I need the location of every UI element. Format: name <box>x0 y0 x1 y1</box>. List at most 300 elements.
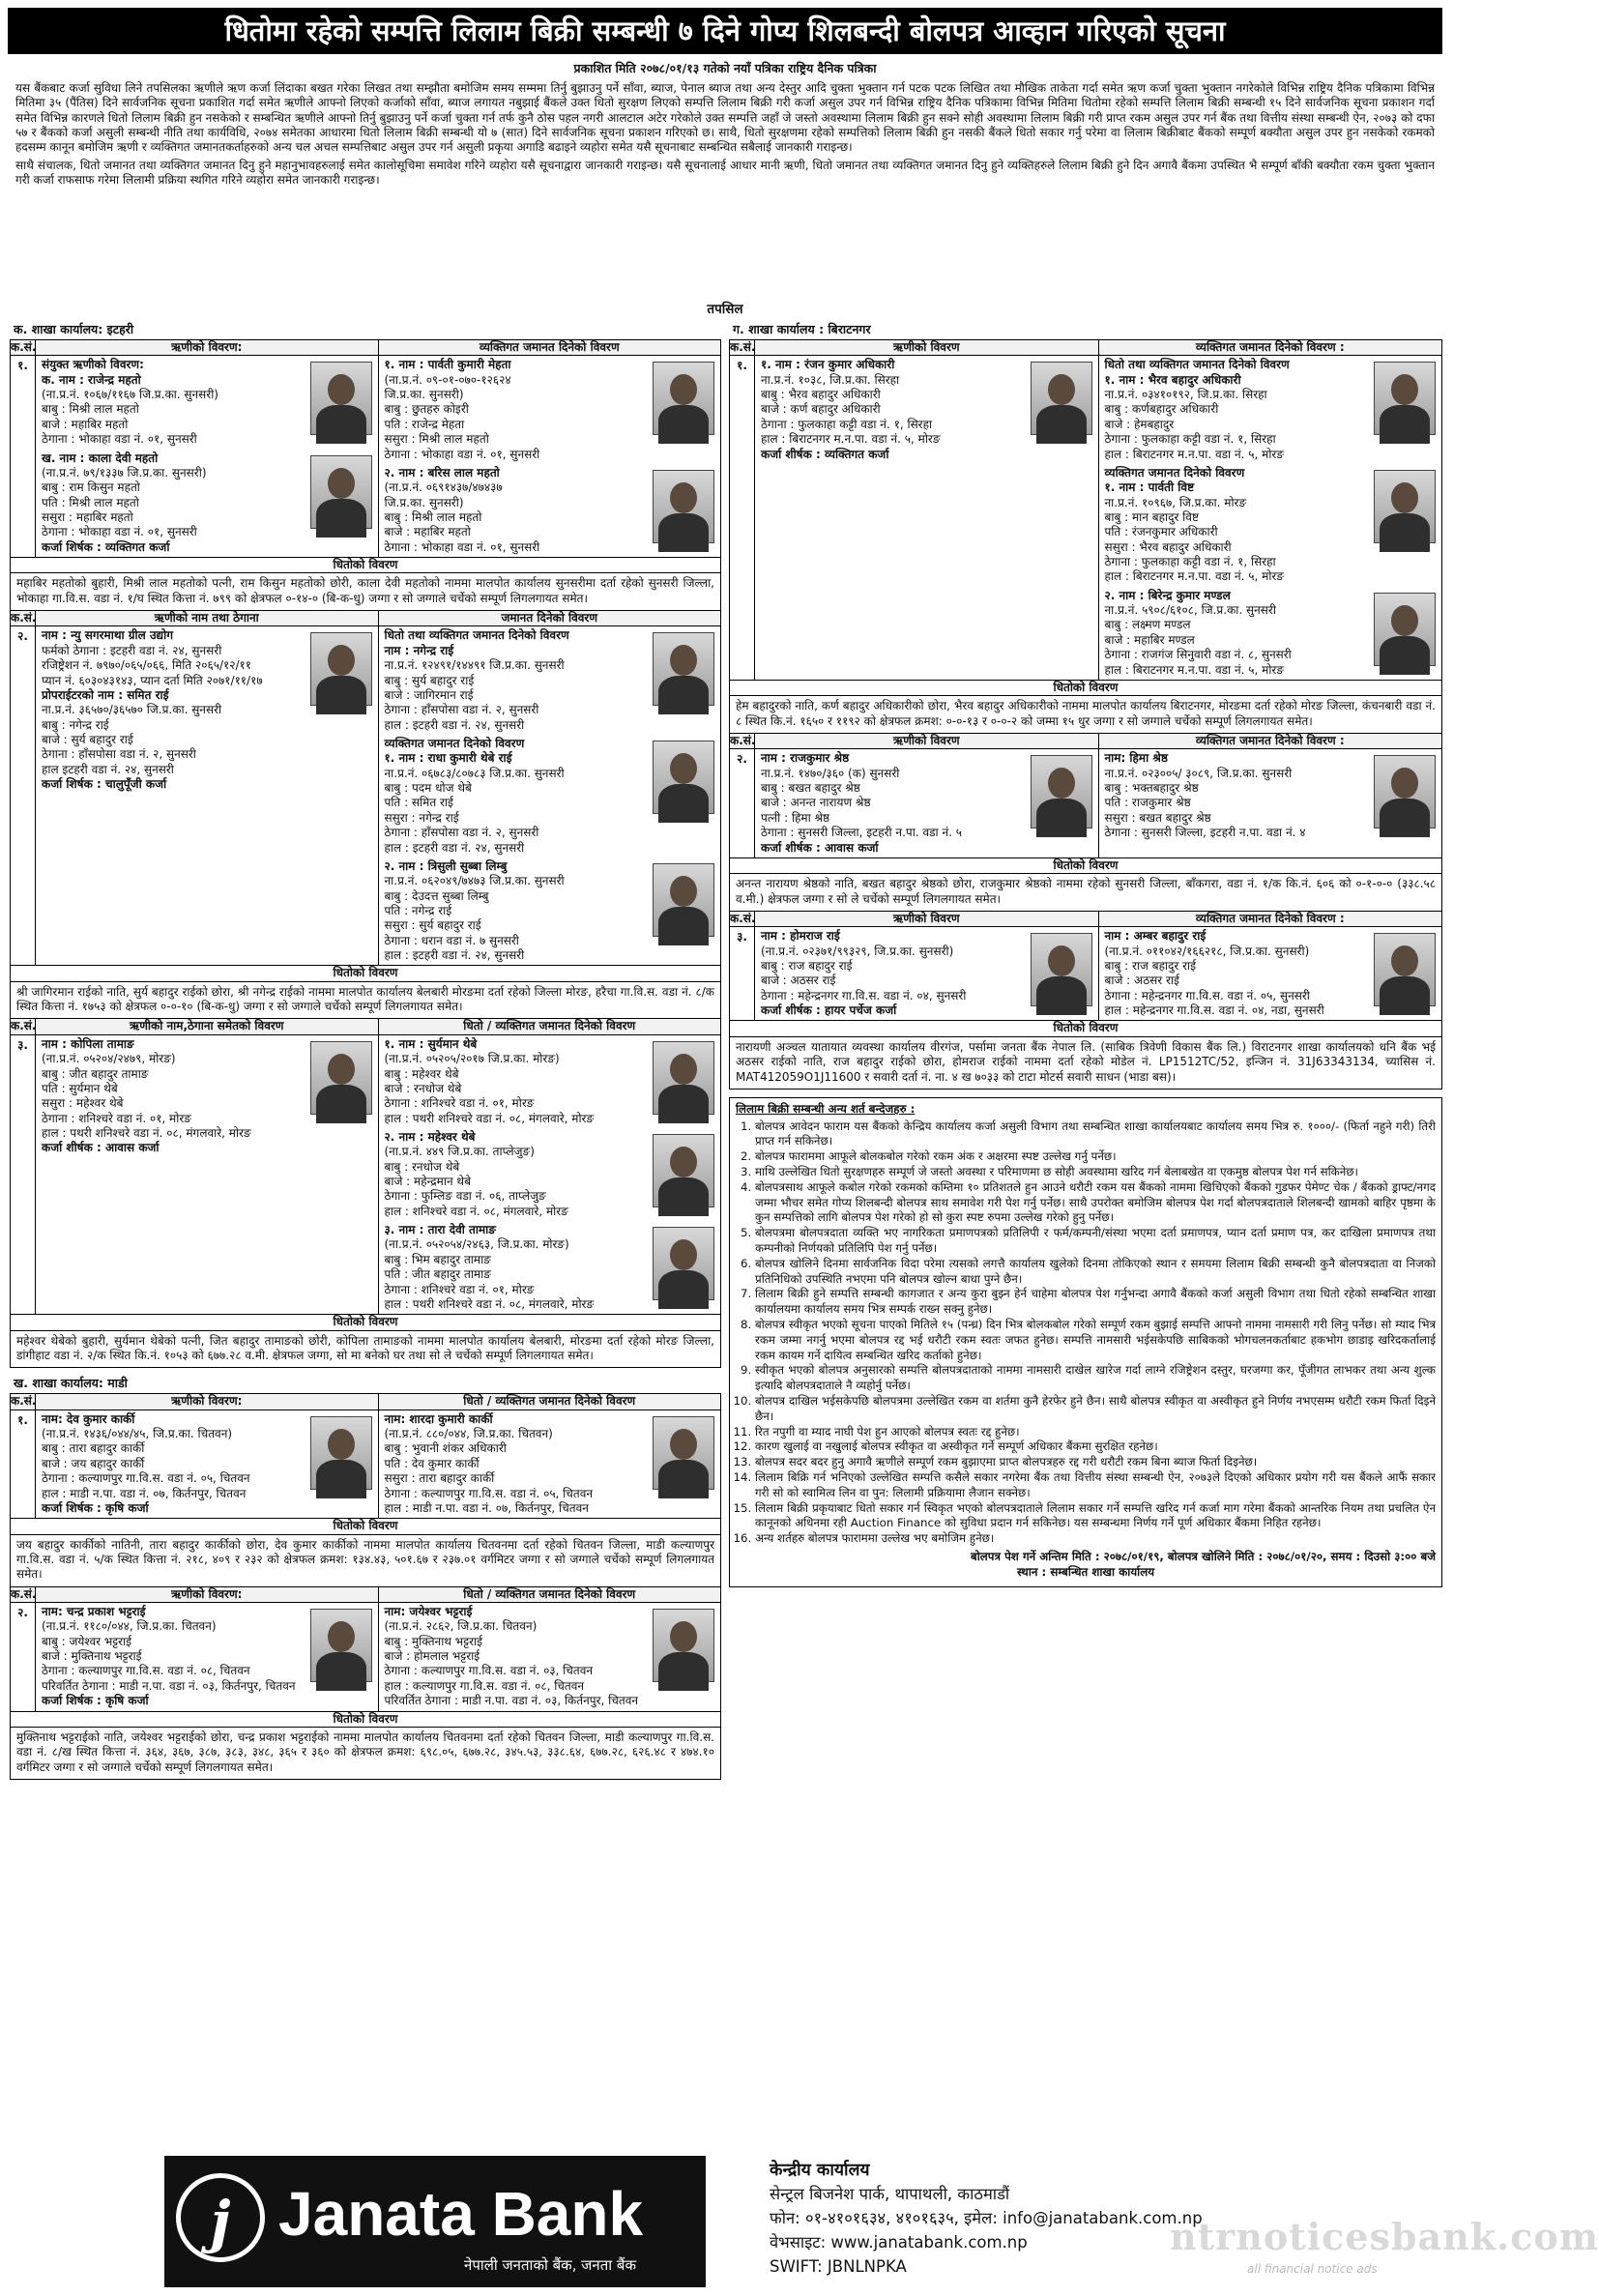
guarantor-line: १. नाम : राधा कुमारी थेबे राई <box>384 751 512 766</box>
record-header <box>730 340 1441 356</box>
borrower <box>755 749 1098 857</box>
photo-body <box>658 784 709 823</box>
borrower-line: ठेगाना : कल्याणपुर गा.वि.स. वडा नं. ०५, चितवन <box>42 1471 250 1486</box>
borrower-header: ऋणीको विवरण: <box>36 340 379 355</box>
borrower-line: नाम : होमराज राई <box>761 929 840 944</box>
borrower-header: ऋणीको नाम,ठेगाना समेतको विवरण <box>36 1019 379 1033</box>
record-body <box>11 356 720 557</box>
borrower-line: ना.प्र.नं. १०३८, जि.प्र.का. सिरहा <box>761 372 900 387</box>
serial-number: २. <box>11 1603 36 1711</box>
borrower-header: ऋणीको विवरण <box>755 734 1099 748</box>
borrower-line: ठेगाना : शनिश्चरे वडा नं. ०१, मोरङ <box>42 1111 191 1125</box>
collateral-heading: धितोको विवरण <box>730 1020 1441 1036</box>
borrower <box>36 1035 378 1158</box>
terms-list <box>736 1119 1436 1547</box>
serial-number: २. <box>730 749 755 857</box>
terms-item: 3. माथि उल्लेखित धितो सुरक्षणहरु सम्पूर्ण जे जस्तो अवस्था र परिमाणमा छ सोही अवस्थामा खरिद गर्न बेलाबखेत वा एकमुष्ठ बोलपत्र पेश गर्न सकिनेछ। <box>755 1165 1436 1180</box>
publication-date: प्रकाशित मिति २०७८/०१/१३ गतेको नयाँ पत्रिका राष्ट्रिय दैनिक पत्रिका <box>573 61 877 75</box>
guarantor-line: बाबु : सुर्य बहादुर राई <box>384 673 475 687</box>
borrower-line: पति : सुर्यमान थेबे <box>42 1081 118 1095</box>
borrower-line: बाजे : महाबिर महतो <box>42 417 129 431</box>
borrower-details <box>755 356 1099 680</box>
guarantor-line: २. नाम : बरिस लाल महतो <box>384 465 500 480</box>
guarantor-line: धितो तथा व्यक्तिगत जमानत दिनेको विवरण <box>384 628 569 643</box>
guarantor-line: ठेगाना : भोकाहा वडा नं. ०१, सुनसरी <box>384 447 540 461</box>
person-photo <box>653 1609 714 1682</box>
guarantor-line: ३. नाम : तारा देवी तामाङ <box>384 1223 496 1237</box>
borrower-line: (ना.प्र.नं. १४३६/०४४/४५, जि.प्र.का. चितवन) <box>42 1427 233 1441</box>
guarantor-line: हाल : कल्याणपुर गा.वि.स. वडा नं. ०८, चितवन <box>384 1678 585 1693</box>
guarantor-line: बाबु : छुतहरु कोइरी <box>384 402 469 417</box>
intro-paragraph-1: यस बैंकबाट कर्जा सुविधा लिने तपसिलका ऋणीले ऋण कर्जा लिंदाका बखत गरेका लिखत तथा सम्झौता बमोजिम समय सम्ममा तिर्नु बुझाउनु पर्ने साँवा, ब्याज, पेनाल ब्याज तथा अन्य देस्तुर आदि चुक्ता भुक्तान गर्न पटक पटक लिखित तथा मौखिक ताकेता गर्दा समेत ऋण कर्जा चुक्ता भुक्तान नगरेकोले विभिन्न राष्ट्रिय दैनिक पत्रिकामा विभिन्न मितिमा ३५ (पैंतिस) दिने सार्वजनिक सूचना प्रकाशित गर्दा समेत ऋणीले आफ्नो लिएको कर्जाको साँवा, ब्याज लगायत नबुझाई बैंकले उक्त धितो सुरक्षण लिएको सम्पत्ति लिलाम बिक्री गरी कर्जा असुल उपर गर्न विभिन्न राष्ट्रिय दैनिक पत्रिकामा विभिन्न मितिमा धितोमा रहेको सम्पत्ति लिलाम बिक्री सम्बन्धी १५ दिने सार्वजनिक सूचना प्रकाशन गर्दा समेत विभिन्न कारणले धितो लिलाम बिक्री हुन नसकेको र सम्बन्धित ऋणीले आफ्नो तिर्नु बुझाउनु पर्ने कर्जा चुक्ता गर्न तर्फ कुनै ठोस पहल नगरी आलटाल अटेर गरेकोले उक्त सम्पत्ति जहाँ जे जस्तो अवस्थामा लिलाम बिक्री हुन सक्ने सोही अवस्थामा लिलाम बिक्री गरी प्राप्त रकम असुल उपर गर्न बैंक तथा वित्तीय संस्था सम्बन्धी ऐन, २०७३ को दफा ५७ र बैंकको कर्जा असुली सम्बन्धी नीति तथा कार्यविधि, २०७४ समेतका आधारमा धितो लिलाम बिक्री सम्बन्धी यो ७ (सात) दिने सार्वजनिक सूचना प्रकाशन गरिएको छ। साथै, धितो सुरक्षणमा रहेको सम्पत्तिको लिलाम बिक्री हुन नसकी बैंकले धितो सकार गर्नु परेमा वा लिलाम बिक्रीबाट बैंकको सम्पूर्ण बक्यौता असुल उपर हुन नसकेको रकमको हदसम्म कानून बमोजिम ऋणी र व्यक्तिगत जमानतकर्ताहरुको अन्य चल अचल सम्पत्तिबाट असुल उपर गर्न असुली प्रकृया अगाडि बढाइने व्यहोरा समेत यसै सूचनाबाट सम्बन्धित सबैलाई जानकारी गराइन्छ। <box>15 81 1435 155</box>
terms-item: 16. अन्य शर्तहरु बोलपत्र फाराममा उल्लेख भए बमोजिम हुनेछ। <box>755 1531 1436 1547</box>
record-header <box>11 611 720 626</box>
borrower-record <box>10 611 721 1019</box>
record-body <box>730 927 1441 1020</box>
photo-head <box>328 468 355 499</box>
person-photo <box>653 362 714 435</box>
guarantor-line: बाजे : महाबिर महतो <box>384 525 471 539</box>
guarantor <box>379 1035 721 1128</box>
guarantor-line: धितो तथा व्यक्तिगत जमानत दिनेको विवरण <box>1104 358 1290 372</box>
guarantor-line: १. नाम : पार्वती कुमारी मेहता <box>384 358 511 372</box>
borrower-line: प्रोपराईटरको नाम : समित राई <box>42 687 169 702</box>
guarantor-line: नाम: शारदा कुमारी कार्की <box>384 1411 493 1426</box>
borrower-line: हाल : पथरी शनिश्चरे वडा नं. ०८, मंगलवारे, मोरङ <box>42 1125 251 1140</box>
photo-head <box>670 1429 697 1460</box>
guarantor <box>379 857 721 966</box>
guarantor <box>1099 464 1442 587</box>
photo-body <box>1036 976 1087 1015</box>
guarantor-line: (ना.प्र.नं. ४४९ जि.प्र.का. ताप्लेजुङ) <box>384 1145 535 1159</box>
collateral-description: श्री जागिरमान राईको नाति, सुर्य बहादुर राईको छोरा, श्री नगेन्द्र राईको नाममा मालपोत कार्यालय बेलबारी मोरङमा दर्ता रहेको जिल्ला मोरङ, हरैचा गा.वि.स. वडा नं. ८/क स्थित कित्ता नं. १७५३ को क्षेत्रफल ०-०-१० (बि-क-धु) जग्गा र सो जग्गाले चर्चेको सम्पूर्ण लिगलगायत समेत। <box>16 984 714 1014</box>
collateral-description: हेम बहादुरको नाति, कर्ण बहादुर अधिकारीको छोरा, भैरव बहादुर अधिकारीको नाममा मालपोत कार्यालय बिराटनगर, मोरङमा दर्ता रहेको मोरङ जिल्ला, कंचनबारी वडा नं. ८ स्थित कि.नं. १६५० र ११९२ को क्षेत्रफल क्रमश: ०-०-१३ र ०-०-२ को जम्मा १५ धुर जग्गा र सो जग्गाले चर्चेको सम्पूर्ण लिगलगायत समेत। <box>736 699 1436 728</box>
loan-type: कर्जा शिर्षक : चालुपूँजी कर्जा <box>42 777 167 792</box>
person-photo <box>1374 362 1436 435</box>
guarantor-line: बाबु : राज बहादुर राई <box>1104 959 1197 974</box>
guarantor <box>379 1410 721 1519</box>
record-header <box>11 340 720 356</box>
person-photo <box>653 1041 714 1115</box>
terms-heading: लिलाम बिक्री सम्बन्धी अन्य शर्त बन्देजहरु : <box>736 1101 916 1116</box>
photo-body <box>316 676 366 714</box>
collateral-heading: धितोको विवरण <box>730 680 1441 696</box>
guarantor-line: ठेगाना : सुनसरी जिल्ला, इटहरी न.पा. वडा नं. ४ <box>1104 826 1306 840</box>
photo-body <box>1036 799 1087 837</box>
loan-type: कर्जा शीर्षक : आवास कर्जा <box>42 1141 160 1155</box>
photo-head <box>670 645 697 676</box>
watermark-sub: all financial notice ads <box>1247 2262 1378 2276</box>
person-photo <box>653 632 714 706</box>
guarantor-line: हाल : पथरी शनिश्चरे वडा नं. ०८, मंगलवारे, मोरङ <box>384 1296 595 1311</box>
contact-website: वेभसाइट: www.janatabank.com.np <box>770 2232 1028 2252</box>
record-header <box>730 734 1441 749</box>
photo-body <box>1380 636 1430 675</box>
terms-item: 5. बोलपत्रमा बोलपत्रदाता व्यक्ति भए नागरिकता प्रमाणपत्रको प्रतिलिपी र फर्म/कम्पनी/संस्था भएमा दर्ता प्रमाणपत्र, प्यान दर्ता प्रमाण पत्र, कर दाखिला प्रमाणपत्र तथा कम्पनीको निर्णयको प्रतिलिपि पेश गर्नु पर्नेछ। <box>755 1226 1436 1257</box>
borrower-details <box>755 927 1099 1020</box>
guarantor-line: २. नाम : बिरेन्द्र कुमार मण्डल <box>1104 588 1231 602</box>
serial-header: क.सं. <box>11 1586 37 1601</box>
guarantor-line: ससुरा : नगेन्द्र राई <box>384 810 459 825</box>
guarantor-line: ठेगाना : भोकाहा वडा नं. ०१, सुनसरी <box>384 539 540 554</box>
terms-item: 14. लिलाम बिक्रि गर्न भनिएको उल्लेखित सम्पत्ति कसैले सकार नगरेमा बैंक तथा वित्तीय संस्था सम्बन्धी ऐन, २०७३ले दिएको अधिकार प्रयोग गरी यस बैंकले आफैं सकार गरी सो को स्वामित्व लिन वा पुन: लिलामी प्रक्रियामा लैजान सक्नेछ। <box>755 1470 1436 1501</box>
serial-header: क.सं. <box>730 911 756 925</box>
guarantor-line: नाम : नगेन्द्र राई <box>384 643 454 657</box>
guarantor <box>379 356 721 464</box>
guarantor-line: १. नाम : भैरव बहादुर अधिकारी <box>1104 372 1241 387</box>
guarantor-header: व्यक्तिगत जमानत दिनेको विवरण : <box>1195 340 1345 354</box>
record-header <box>11 1587 720 1603</box>
guarantor-details <box>379 1410 721 1519</box>
guarantor-line: (ना.प्र.नं. ८८०/०४४, जि.प्र.का. चितवन) <box>384 1427 553 1441</box>
borrower-line: परिवर्तित ठेगाना : माडी न.पा. वडा नं. ०३, किर्तनपुर, चितवन <box>42 1678 296 1693</box>
borrower-line: बाबु : जयेश्वर भट्टराई <box>42 1634 132 1648</box>
borrower-line: ठेगाना : सुनसरी जिल्ला, इटहरी न.पा. वडा नं. ५ <box>761 826 963 840</box>
borrower-line: बाबु : राज बहादुर राई <box>761 959 853 974</box>
borrower-line: बाजे : कर्ण बहादुर अधिकारी <box>761 402 881 417</box>
photo-head <box>670 1239 697 1270</box>
serial-number: २. <box>11 626 36 965</box>
guarantor-line: हाल : इटहरी वडा नं. २४, सुनसरी <box>384 840 525 855</box>
guarantor-header: जमानत दिनेको विवरण <box>501 611 598 625</box>
photo-head <box>670 1621 697 1652</box>
guarantor-line: हाल : इटहरी वडा नं. २४, सुनसरी <box>384 717 525 732</box>
loan-type: कर्जा शीर्षक : आवास कर्जा <box>761 840 879 855</box>
terms-item: 4. बोलपत्रसाथ आफूले कबोल गरेको रकमको कम्तिमा १० प्रतिशतले हुन आउने धरौटी रकम यस बैंकको नाममा खिचिएको बैंकको गुडफर पेमेण्ट चेक / बैंकको ड्राफ्ट/नगद जम्मा भौचर समेत गोप्य शिलबन्दी बोलपत्र साथ समावेश गरी पेश गर्नु पर्नेछ। साथै उपरोक्त बमोजिम बोलपत्र पेश गर्दा बोलपत्रदाताले शिलबन्दी खामको बाहिर पृष्ठमा के कुन सम्पत्तिको लागि बोलपत्र पेश गरेको हो सो कुरा स्पष्ट रुपमा उल्लेख गरेको हुनु पर्नेछ। <box>755 1180 1436 1226</box>
terms-item: 9. स्वीकृत भएको बोलपत्र अनुसारको सम्पत्ति बोलपत्रदाताको नाममा नामसारी दाखेल खारेज गर्दा लाग्ने रजिष्ट्रेशन दस्तुर, घरजग्गा कर, पूँजीगत लाभकर तथा अन्य शुल्क इत्यादि बोलपत्रदाताले नै व्यहोर्नु पर्नेछ। <box>755 1363 1436 1394</box>
guarantor-line: हाल : बिराटनगर म.न.पा. वडा नं. ५, मोरङ <box>1104 569 1284 584</box>
collateral-heading: धितोको विवरण <box>11 1711 720 1728</box>
terms-item: 8. बोलपत्र स्वीकृत भएको सूचना पाएको मितिले १५ (पन्ध्र) दिन भित्र बोलकबोल गरेको सम्पूर्ण रकम बुझाई सम्पत्ति आफ्नो नाममा नामसारी गरी लिनु पर्नेछ। सो म्याद भित्र रकम जम्मा नगर्नु भएमा बोलपत्र रद्द भई धरौटी रकम स्वतः जफत हुनेछ। सम्पत्ति नामसारी भईसकेपछि साबिकको भोगचलनकर्ताबाट हकभोग छाडाइ खरिदकर्तालाई रकम कायम गर्ने दायित्व सम्बन्धित खरिद कर्ताको हुनेछ। <box>755 1318 1436 1363</box>
borrower-header: ऋणीको विवरण <box>755 912 1099 926</box>
guarantor <box>1099 749 1442 842</box>
guarantor-line: ससुरा : मिश्री लाल महतो <box>384 432 489 447</box>
borrower-line: बाबु : नगेन्द्र राई <box>42 717 109 732</box>
borrower-details <box>36 626 379 965</box>
photo-head <box>328 1054 355 1085</box>
borrower-line: ठेगाना : कल्याणपुर गा.वि.स. वडा नं. ०८, चितवन <box>42 1664 250 1678</box>
guarantor <box>1099 587 1442 680</box>
serial-header: क.सं. <box>11 340 37 354</box>
left-column <box>10 320 721 1780</box>
borrower-line: ठेगाना : फुलकाहा कट्टी वडा नं. १, सिरहा <box>761 417 933 431</box>
borrower-details <box>36 1410 379 1519</box>
photo-body <box>658 1085 709 1123</box>
borrower-line: बाजे : अठसर राई <box>761 974 836 988</box>
borrower-line: १. नाम : रंजन कुमार अधिकारी <box>761 358 895 372</box>
serial-header: क.सं. <box>11 1019 37 1033</box>
borrower-line: बाबु : भैरव बहादुर अधिकारी <box>761 388 881 402</box>
person-photo <box>310 362 372 435</box>
guarantor-line: ना.प्र.नं. ०६७८३/८०७८३ जि.प्र.का. सुनसरी <box>384 766 565 780</box>
borrower-line: हाल : बिराटनगर म.न.पा. वडा नं. ५, मोरङ <box>761 432 941 447</box>
guarantor-line: परिवर्तित ठेगाना : माडी न.पा. वडा नं. ०३, किर्तनपुर, चितवन <box>384 1694 639 1708</box>
photo-head <box>1391 768 1418 799</box>
borrower-details <box>36 1035 379 1314</box>
contact-swift: SWIFT: JBNLNPKA <box>770 2256 907 2276</box>
guarantor-line: जि.प्र.का. सुनसरी) <box>384 388 464 402</box>
branch-office-heading: ख. शाखा कार्यालय: माडी <box>14 1376 128 1391</box>
borrower-record <box>729 734 1442 912</box>
borrower <box>755 927 1098 1020</box>
guarantor-line: ठेगाना : शनिश्चरे वडा नं. ०१, मोरङ <box>384 1282 535 1296</box>
photo-body <box>658 676 709 714</box>
guarantor-line: ठेगाना : कल्याणपुर गा.वि.स. वडा नं. ०३, चितवन <box>384 1664 594 1678</box>
borrower-line: (ना.प्र.नं. ०५२०४/२४७९, मोरङ) <box>42 1052 176 1066</box>
photo-body <box>658 1460 709 1498</box>
photo-body <box>658 1652 709 1691</box>
collateral-heading: धितोको विवरण <box>730 857 1441 874</box>
notice-title: धितोमा रहेको सम्पत्ति लिलाम बिक्री सम्बन्धी ७ दिने गोप्य शिलबन्दी बोलपत्र आव्हान गरिएको सूचना <box>8 8 1442 54</box>
photo-body <box>658 1177 709 1216</box>
guarantor-line: ना.प्र.नं. ५९०८/६१०८, जि.प्र.का. सुनसरी <box>1104 603 1276 618</box>
photo-head <box>1391 374 1418 405</box>
guarantor-line: (ना.प्र.नं. ०५२०५/२०१७ जि.प्र.का. मोरङ) <box>384 1052 560 1066</box>
borrower-details <box>755 749 1099 857</box>
guarantor-line: हाल : शनिश्चरे वडा नं. ०८, मंगलवारे, मोरङ <box>384 1204 568 1218</box>
guarantor-line: ससुरा : सुर्य बहादुर राई <box>384 918 481 933</box>
guarantor-header: व्यक्तिगत जमानत दिनेको विवरण : <box>1195 911 1345 925</box>
borrower-header: ऋणीको विवरण: <box>36 1587 379 1602</box>
person-photo <box>653 863 714 937</box>
logo-mark: j <box>210 2189 231 2254</box>
photo-head <box>1391 482 1418 513</box>
collateral-heading: धितोको विवरण <box>11 1314 720 1330</box>
intro-paragraph-2: साथै संचालक, धितो जमानत तथा व्यक्तिगत जमानत दिनु हुने महानुभावहरुलाई समेत कालोसूचिमा समावेश गरिने व्यहोरा यसै सूचनाद्वारा जानकारी गराइन्छ। यसै सूचनालाई आधार मानी ऋणी, धितो जमानत तथा व्यक्तिगत जमानत दिनु हुने व्यक्तिहरुले लिलाम बिक्री हुने दिन अगावै बैंकमा उपस्थित भै सम्पूर्ण बाँकी बक्यौता रकम चुक्ता भुक्तान गरी कर्जा राफसाफ गरेमा लिलामी प्रक्रिया स्थगित गरिने व्यहोरा समेत जानकारी गराइन्छ। <box>15 158 1435 188</box>
guarantor-header: व्यक्तिगत जमानत दिनेको विवरण <box>479 340 620 354</box>
borrower-line: बाबु : मिश्री लाल महतो <box>42 402 139 417</box>
bid-deadline: बोलपत्र पेश गर्ने अन्तिम मिति : २०७८/०१/१९, बोलपत्र खोलिने मिति : २०७८/०१/२०, समय : दिउसो ३:०० बजे <box>971 1550 1436 1563</box>
guarantor <box>379 1128 721 1221</box>
brand-name: Janata Bank <box>278 2179 644 2249</box>
guarantor <box>1099 927 1442 1020</box>
guarantor-line: बाबु : मुक्तिनाथ भट्टराई <box>384 1634 483 1648</box>
guarantor-line: हाल : पथरी शनिश्चरे वडा नं. ०८, मंगलवारे, मोरङ <box>384 1111 595 1125</box>
borrower-line: पति : मिश्री लाल महतो <box>42 495 139 509</box>
contact-address: सेन्ट्रल बिजनेश पार्क, थापाथली, काठमाडौं <box>770 2185 1010 2204</box>
photo-head <box>670 1054 697 1085</box>
photo-body <box>316 499 366 538</box>
guarantor-line: बाजे : रनधोज थेबे <box>384 1081 462 1095</box>
guarantor-line: ना.प्र.नं. ०३४१०१९२, जि.प्र.का. सिरहा <box>1104 388 1267 402</box>
guarantor-line: नाम: जयेश्वर भट्टराई <box>384 1605 473 1619</box>
guarantor-line: ठेगाना : फुम्लिङ वडा नं. ०६, ताप्लेजुङ <box>384 1189 546 1204</box>
guarantor-line: बाबु : देउदत्त सुब्बा लिम्बु <box>384 888 489 903</box>
guarantor-line: ठेगाना : महेन्द्रनगर गा.वि.स. वडा नं. ०५, सुनसरी <box>1104 988 1310 1003</box>
branch-office-heading: ग. शाखा कार्यालय : बिराटनगर <box>733 322 871 336</box>
photo-body <box>316 1460 366 1498</box>
guarantor-line: बाबु : पदम धोज थेबे <box>384 781 472 796</box>
guarantor <box>1099 356 1442 464</box>
guarantor-details <box>1099 927 1442 1020</box>
borrower-header: ऋणीको विवरण <box>755 340 1099 355</box>
guarantor-line: बाजे : जागिरमान राई <box>384 687 474 702</box>
bid-location: स्थान : सम्बन्धित शाखा कार्यालय <box>1016 1564 1155 1579</box>
borrower-line: नाम : राजकुमार श्रेष्ठ <box>761 751 850 766</box>
record-body <box>730 356 1441 680</box>
guarantor-line: ठेगाना : फुलकाहा कट्टी वडा नं. १, सिरहा <box>1104 555 1276 569</box>
borrower-record <box>729 339 1442 734</box>
loan-type: कर्जा शिर्षक : कृषि कर्जा <box>42 1694 149 1708</box>
photo-body <box>658 907 709 945</box>
guarantor-line: बाजे : अठसर राई <box>1104 974 1179 988</box>
guarantor <box>379 464 721 557</box>
photo-body <box>1380 513 1430 552</box>
record-body <box>11 1603 720 1711</box>
guarantor-line: ठेगाना : हाँसपोसा वडा नं. २, सुनसरी <box>384 703 539 717</box>
terms-item: 10. बोलपत्र दाखिल भईसकेपछि बोलपत्रमा उल्लेखित रकम वा शर्तमा कुनै हेरफेर हुने छैन। साथै बोलपत्र स्वीकृत वा अस्वीकृत हुने निर्णय नभएसम्म धरौटी रकम फिर्ता दिइने छैन। <box>755 1394 1436 1425</box>
borrower-line: प्यान नं. ६०३०४३१४३, प्यान दर्ता मिति २०७१/११/१७ <box>42 673 263 687</box>
photo-body <box>316 405 366 444</box>
photo-head <box>1391 605 1418 636</box>
guarantor-line: पति : रंजनकुमार अधिकारी <box>1104 525 1218 539</box>
record-header <box>11 1019 720 1034</box>
photo-head <box>670 374 697 405</box>
bank-logo <box>164 2156 706 2287</box>
guarantor-line: (ना.प्र.नं. ०९-०१-०७०-१२६२४ <box>384 372 511 387</box>
person-photo <box>653 1134 714 1207</box>
borrower-line: बाबु : राम किसुन महतो <box>42 480 140 495</box>
guarantor-line: हाल : बिराटनगर म.न.पा. वडा नं. ५, मोरङ <box>1104 662 1284 677</box>
guarantor-line: बाबु : महेश्वर थेबे <box>384 1066 459 1081</box>
serial-header: क.सं. <box>730 340 756 354</box>
borrower-details <box>36 1603 379 1711</box>
collateral-heading: धितोको विवरण <box>11 1518 720 1534</box>
person-photo <box>310 1416 372 1490</box>
borrower-record <box>10 339 721 611</box>
photo-head <box>670 753 697 784</box>
loan-type: कर्जा शीर्षक : व्यक्तिगत कर्जा <box>761 447 889 461</box>
record-body <box>11 626 720 965</box>
photo-body <box>316 1652 366 1691</box>
guarantor-details <box>379 626 721 965</box>
terms-item: 13. बोलपत्र सदर बदर हुनु अगावै ऋणीले सम्पूर्ण रकम बुझाएमा प्राप्त बोलपत्रहरु रद्द गरी धरौटी रकम बिना ब्याज फिर्ता दिइनेछ। <box>755 1455 1436 1470</box>
borrower <box>36 1603 378 1711</box>
borrower-line: रजिष्ट्रेशन नं. ७९७०/०६५/०६६, मिति २०६५/१२/११ <box>42 658 252 673</box>
borrower-header: ऋणीको विवरण: <box>36 1394 379 1409</box>
borrower-record <box>10 1587 721 1780</box>
loan-type: कर्जा शिर्षक : व्यक्तिगत कर्जा <box>42 539 170 554</box>
borrower <box>36 626 378 794</box>
guarantor-line: हाल : माडी न.पा. वडा नं. ०७, किर्तनपुर, चितवन <box>384 1500 589 1515</box>
guarantor-line: ठेगाना : शनिश्चरे वडा नं. ०१, मोरङ <box>384 1096 535 1111</box>
guarantor-line: बाबु : मान बहादुर विष्ट <box>1104 509 1199 524</box>
photo-body <box>1036 405 1087 444</box>
borrower-line: बाबु : तारा बहादुर कार्की <box>42 1441 145 1456</box>
guarantor-line: बाबु : भक्तबहादुर श्रेष्ठ <box>1104 781 1199 796</box>
contact-phone-email: फोन: ०१-४१०१६३४, ४१०१६३५, इमेल: info@janatabank.com.np <box>770 2209 1203 2227</box>
collateral-heading: धितोको विवरण <box>11 965 720 981</box>
borrower-line: ठेगाना : भोकाहा वडा नं. ०१, सुनसरी <box>42 432 197 447</box>
borrower-line: बाजे : जय बहादुर कार्की <box>42 1456 145 1470</box>
collateral-description: मुक्तिनाथ भट्टराईको नाति, जयेश्वर भट्टराईको छोरा, चन्द्र प्रकाश भट्टराईको नाममा मालपोत कार्यालय चितवनमा दर्ता रहेको चितवन जिल्ला, माडी कल्याणपुर गा.वि.स. वडा नं. ८/ख स्थित कित्ता नं. ३६४, ३६७, ३८७, ३८३, ३४८, ३६५ र ३६० को क्षेत्रफल क्रमश: ६९८.०५, ६७७.२८, ३४५.५३, ३३८.६४, ६७७.२८, ६२६.४८ र ४७४.१० वर्गमिटर जग्गा र सो जग्गाले चर्चेको सम्पूर्ण लिगलगायत समेत। <box>16 1729 714 1774</box>
person-photo <box>1374 470 1436 543</box>
borrower-line: नाम: देव कुमार कार्की <box>42 1411 135 1426</box>
terms-item: 7. लिलाम बिक्री हुने सम्पत्ति सम्बन्धी कागजात र अन्य कुरा बुझ्न हेर्न चाहेमा बोलपत्र पेश गर्नुभन्दा अगावै बैंकको कर्जा असुली विभाग तथा धितो रहेको सम्बन्धित शाखा कार्यालयमा कार्यालय समय भित्र सम्पर्क राख्न सक्नु हुनेछ। <box>755 1287 1436 1318</box>
borrower-line: बाजे : अनन्त नारायण श्रेष्ठ <box>761 796 871 810</box>
guarantor-line: हाल : महेन्द्रनगर गा.वि.स. वडा नं. ०४, नडा, सुनसरी <box>1104 1003 1324 1018</box>
serial-header: क.सं. <box>730 733 756 747</box>
guarantor-line: ठेगाना : हाँसपोसा वडा नं. २, सुनसरी <box>384 826 539 840</box>
person-photo <box>653 741 714 814</box>
guarantor-details <box>1099 356 1442 680</box>
borrower-line: ससुरा : महेश्वर थेबे <box>42 1096 124 1111</box>
guarantor-line: पति : राजेन्द्र मेहता <box>384 417 465 431</box>
guarantor-details <box>1099 749 1442 857</box>
borrower-line: बाजे : मुक्तिनाथ भट्टराई <box>42 1649 142 1664</box>
guarantor-header: धितो / व्यक्तिगत जमानत दिनेको विवरण <box>463 1394 636 1409</box>
guarantor-line: बाजे : हेमबहादुर <box>1104 417 1175 431</box>
person-photo <box>1031 933 1092 1006</box>
guarantor-line: (ना.प्र.नं. ०५२०५४/२४६३, जि.प्र.का. मोरङ) <box>384 1237 569 1252</box>
photo-body <box>316 1085 366 1123</box>
borrower-line: ठेगाना : भोकाहा वडा नं. ०१, सुनसरी <box>42 525 197 539</box>
borrower-line: नाम: चन्द्र प्रकाश भट्टराई <box>42 1605 146 1619</box>
photo-body <box>658 405 709 444</box>
person-photo <box>310 632 372 706</box>
person-photo <box>310 1041 372 1115</box>
guarantor-line: ससुरा : तारा बहादुर कार्की <box>384 1471 495 1486</box>
person-photo <box>1031 362 1092 435</box>
person-photo <box>310 455 372 529</box>
loan-type: कर्जा शीर्षक : हायर पर्चेज कर्जा <box>761 1003 897 1018</box>
record-body <box>11 1410 720 1519</box>
guarantor-line: ससुरा : भैरव बहादुर अधिकारी <box>1104 539 1232 554</box>
collateral-description: महाबिर महतोको बुहारी, मिश्री लाल महतोको पत्नी, राम किसुन महतोको छोरी, काला देवी महतोको नाममा मालपोत कार्यालय सुनसरीमा दर्ता रहेको सुनसरी जिल्ला, भोकाहा गा.वि.स. वडा नं. १/घ स्थित कित्ता नं. ७९९ को क्षेत्रफल ०-१४-० (बि-क-धु) जग्गा र सो जग्गाले चर्चेको सम्पूर्ण लिगलगायत समेत। <box>16 576 714 605</box>
terms-item: 12. कारण खुलाई वा नखुलाई बोलपत्र स्वीकृत वा अस्वीकृत गर्ने सम्पूर्ण अधिकार बैंकमा सुरक्षित रहनेछ। <box>755 1439 1436 1455</box>
photo-body <box>1380 405 1430 444</box>
terms-item: 1. बोलपत्र आवेदन फाराम यस बैंकको केन्द्रिय कार्यालय कर्जा असुली विभाग तथा सम्बन्धित शाखा कार्यालयबाट कार्यालय समय भित्र रु. १०००/- (फिर्ता नहुने गरी) तिरी प्राप्त गर्न सकिनेछ। <box>755 1119 1436 1150</box>
borrower-line: ठेगाना : महेन्द्रनगर गा.वि.स. वडा नं. ०४, सुनसरी <box>761 988 967 1003</box>
guarantor-header: धितो / व्यक्तिगत जमानत दिनेको विवरण <box>463 1586 636 1601</box>
guarantor-line: हाल : बिराटनगर म.न.पा. वडा नं. ५, मोरङ <box>1104 447 1284 461</box>
collateral-description: महेश्वर थेबेको बुहारी, सुर्यमान थेबेको पत्नी, जित बहादुर तामाङको छोरी, कोपिला तामाङको नाममा मालपोत कार्यालय बेलबारी, मोरङमा दर्ता रहेको मोरङ जिल्ला, डांगीहाट वडा नं. २/क स्थित कि.नं. १०५३ को ६७७.२८ व.मी. क्षेत्रफल जग्गा, सो मा बनेको घर तथा सो ले चर्चेको सम्पूर्ण लिगलगायत समेत। <box>16 1333 714 1362</box>
schedule-heading: तपसिल <box>707 302 743 317</box>
borrower-record <box>10 1393 721 1586</box>
photo-head <box>1048 374 1075 405</box>
borrower-line: क. नाम : राजेन्द्र महतो <box>42 372 141 387</box>
guarantor <box>379 735 721 857</box>
collateral-description: जय बहादुर कार्कीको नातिनी, तारा बहादुर कार्कीको छोरा, देव कुमार कार्कीको नाममा मालपोत कार्यालय चितवनमा दर्ता रहेको चितवन जिल्ला, माडी कल्याणपुर गा.वि.स. वडा नं. ५/क स्थित कित्ता नं. २१८, ४०९ र २३२ को क्षेत्रफल क्रमश: १३४.४३, ५०१.६७ र २३७.०१ वर्गमिटर जग्गा र सो जग्गाले चर्चेको सम्पूर्ण लिगलगायत समेत। <box>16 1537 714 1582</box>
guarantor-header: व्यक्तिगत जमानत दिनेको विवरण : <box>1195 733 1345 747</box>
person-photo <box>653 470 714 543</box>
record-header <box>11 1394 720 1410</box>
guarantor-line: ससुरा : बखत बहादुर श्रेष्ठ <box>1104 810 1211 825</box>
photo-body <box>658 1270 709 1309</box>
collateral-description: नारायणी अञ्चल यातायात व्यवस्था कार्यालय वीरगंज, पर्सामा जनता बैंक नेपाल लि. (साबिक त्रिवेणी विकास बैंक लि.) विराटनगर शाखा कार्यालयको धनि बैंक भई अठसर राईको नाति, राज बहादुर राईको छोरा, होमराज राईको नाममा दर्ता रहेको मोडेल नं. LP1512TC/52, इन्जिन नं. 31J63343134, च्यासिस नं. MAT412059O1J11600 र सवारी दर्ता नं. ना. ४ ख ७०३३ को टाटा मोटर्स सवारी साधन (भाडा बस)। <box>736 1039 1436 1084</box>
borrower-line: बाबु : जीत बहादुर तामाङ <box>42 1066 149 1081</box>
borrower-line: (ना.प्र.नं. १०६७/११६७ जि.प्र.का. सुनसरी) <box>42 388 218 402</box>
photo-head <box>328 645 355 676</box>
guarantor-line: व्यक्तिगत जमानत दिनेको विवरण <box>1104 465 1245 480</box>
contact-heading: केन्द्रीय कार्यालय <box>770 2161 870 2180</box>
guarantor-line: (ना.प्र.नं. ०११०४२/१६६२१८, जि.प्र.का. सुनसरी) <box>1104 944 1310 958</box>
guarantor-line: १. नाम : पार्वती विष्ट <box>1104 480 1195 495</box>
guarantor-line: पति : राजकुमार श्रेष्ठ <box>1104 796 1191 810</box>
borrower-line: नाम : कोपिला तामाङ <box>42 1036 134 1051</box>
terms-item: 6. बोलपत्र खोलिने दिनमा सार्वजनिक विदा परेमा त्यसको लगत्तै कार्यालय खुलेको दिनमा तोकिएको स्थान र समयमा लिलाम बिक्री सम्बन्धी कुनै बोलपत्रदाता वा निजको प्रतिनिधिको उपस्थिति नभएमा पनि बोलपत्र खोल्न बाधा पुग्ने छैन। <box>755 1257 1436 1288</box>
borrower-line: बाजे : सुर्य बहादुर राई <box>42 732 133 746</box>
borrower <box>36 450 378 558</box>
borrower <box>755 356 1098 464</box>
borrower-line: (ना.प्र.नं. ०२३७१/९९३२९, जि.प्र.का. सुनसरी) <box>761 944 954 958</box>
guarantor <box>379 626 721 735</box>
serial-header: क.सं. <box>11 611 37 625</box>
logo-mark-icon <box>176 2173 265 2262</box>
serial-number: ३. <box>730 927 755 1020</box>
guarantor-line: ठेगाना : राजगंज सिनुवारी वडा नं. ८, सुनसरी <box>1104 648 1292 662</box>
photo-head <box>1048 945 1075 976</box>
